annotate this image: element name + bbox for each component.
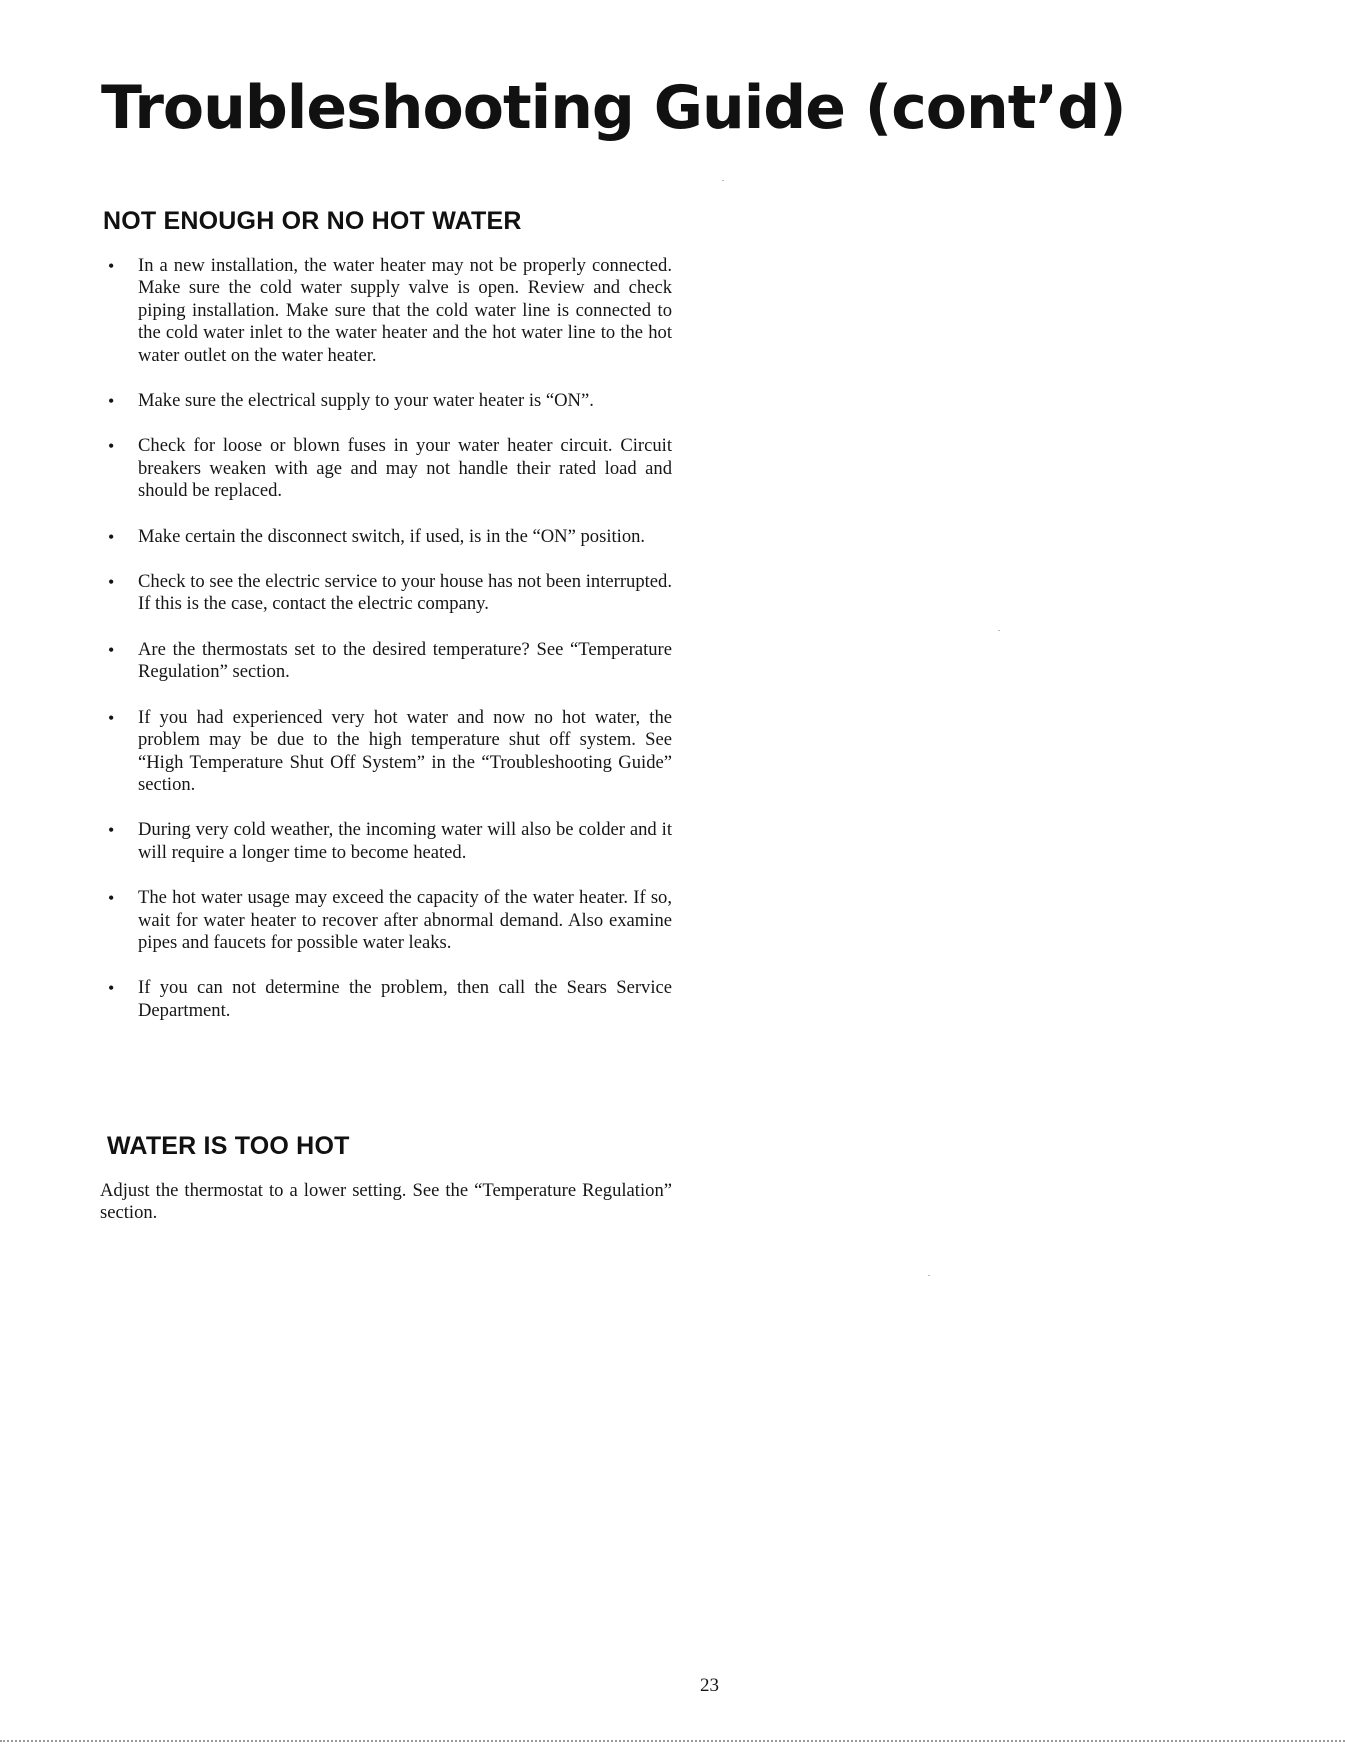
list-item	[100, 819, 672, 864]
list-item	[100, 707, 672, 797]
bullet-icon: •	[108, 391, 115, 412]
bullet-icon: •	[108, 572, 115, 593]
list-item	[100, 977, 672, 1022]
list-item-text: Make certain the disconnect switch, if used, is in the “ON” position.	[138, 525, 646, 547]
list-item	[100, 526, 672, 548]
list-item-text: Check to see the electric service to your house has not been interrupted. If this is the case, contact the electric company.	[138, 571, 672, 615]
troubleshooting-bullet-list	[100, 255, 672, 1045]
bullet-icon: •	[108, 707, 115, 728]
section-heading-not-enough-hot-water: NOT ENOUGH OR NO HOT WATER	[103, 207, 522, 235]
bullet-icon: •	[108, 820, 115, 841]
list-item-text: If you had experienced very hot water and now no hot water, the problem may be due to the high temperature shut off system. See “High Temperature Shut Off System” in the “Troubleshooting Guide” section.	[138, 706, 672, 795]
scan-bottom-edge	[0, 1740, 1345, 1742]
list-item	[100, 887, 672, 954]
bullet-icon: •	[108, 256, 115, 276]
list-item	[100, 435, 672, 502]
list-item	[100, 639, 672, 684]
list-item	[100, 571, 672, 616]
list-item-text: Make sure the electrical supply to your water heater is “ON”.	[138, 390, 594, 412]
list-item-text: Check for loose or blown fuses in your water heater circuit. Circuit breakers weaken with age and may not handle their rated load and should be replaced.	[138, 435, 672, 502]
list-item-text: During very cold weather, the incoming water will also be colder and it will require a longer time to become heated.	[138, 819, 672, 863]
page-title: Troubleshooting Guide (cont’d)	[101, 73, 1126, 143]
water-too-hot-paragraph: Adjust the thermostat to a lower setting. See the “Temperature Regulation” section.	[100, 1180, 672, 1224]
list-item	[100, 390, 672, 412]
list-item-text: Are the thermostats set to the desired temperature? See “Temperature Regulation” section.	[138, 638, 672, 683]
list-item-text: If you can not determine the problem, then call the Sears Service Department.	[138, 977, 672, 1021]
section-heading-water-too-hot: WATER IS TOO HOT	[107, 1132, 350, 1160]
scan-speck	[722, 180, 724, 181]
bullet-icon: •	[108, 888, 115, 909]
scan-speck	[998, 630, 1000, 631]
list-item-text: In a new installation, the water heater may not be properly connected. Make sure the cold water supply valve is open. Review and check piping installation. Make sure that the cold water line is connected to the cold water inlet to the water heater and the hot water line to the hot water outlet on the water heater.	[138, 255, 672, 366]
bullet-icon: •	[108, 436, 115, 457]
list-item-text: The hot water usage may exceed the capacity of the water heater. If so, wait for water heater to recover after abnormal demand. Also examine pipes and faucets for possible water leaks.	[138, 887, 672, 953]
bullet-icon: •	[108, 526, 115, 547]
list-item	[100, 255, 672, 367]
page-number: 23	[700, 1675, 719, 1696]
bullet-icon: •	[108, 978, 115, 999]
bullet-icon: •	[108, 639, 115, 660]
scan-speck	[928, 1275, 930, 1276]
